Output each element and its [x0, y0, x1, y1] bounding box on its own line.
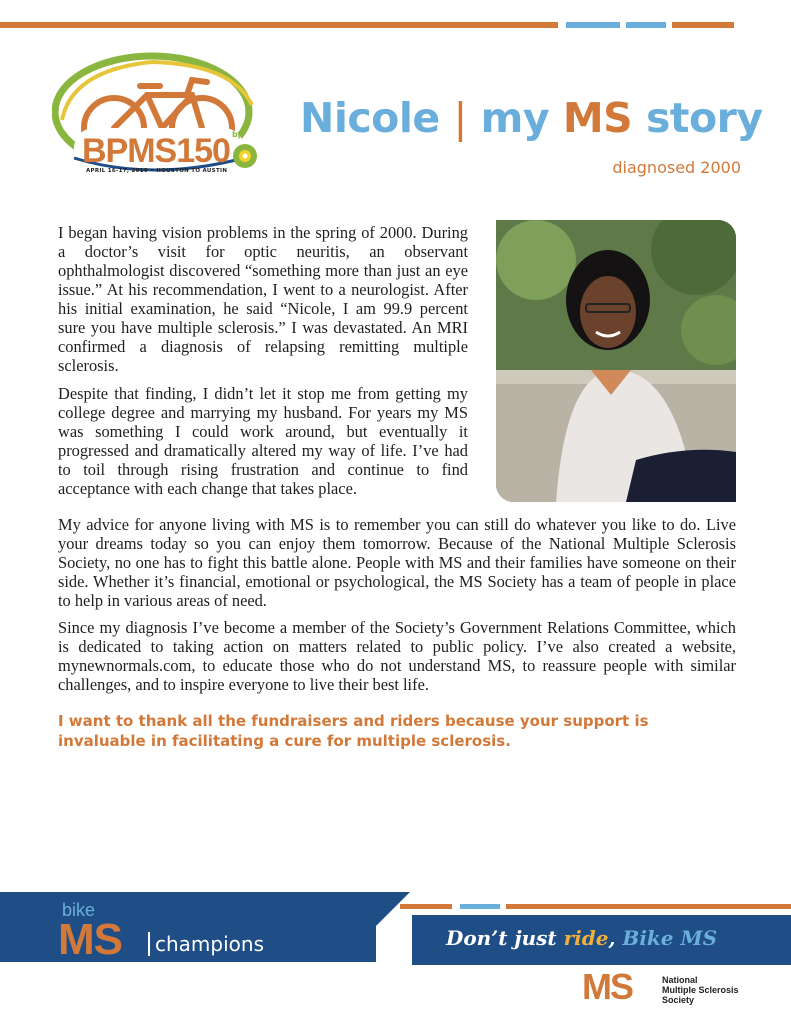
title-my: my: [480, 94, 550, 142]
bike-word: bike: [62, 900, 96, 920]
tagline: Don’t just ride, Bike MS: [446, 926, 718, 950]
page-title: [300, 94, 763, 142]
story-paragraph-3: My advice for anyone living with MS is to remember you can still do whatever you like to do. Live your dreams today so you can enjoy them tomorrow. Because of the National Multiple Sclerosis Society, no one has to fight this battle alone. People with MS and their families have someone on their side. Whether it’s financial, emotional or psychological, the MS Society has a team of people in place to help in various areas of need.: [58, 515, 736, 610]
footer-stripe-2: [460, 904, 500, 909]
title-ms: MS: [562, 94, 633, 142]
story-paragraph-4: Since my diagnosis I’ve become a member of the Society’s Government Relations Committee, which is dedicated to taking action on matters related to public policy. I’ve also created a website, mynewnormals.com, to educate those who do not understand MS, to reassure people with similar challenges, and to inspire everyone to live their best life.: [58, 618, 736, 694]
top-stripe-blue-1: [566, 22, 620, 28]
portrait-photo: [496, 220, 736, 502]
logo-title: BPMS150: [82, 132, 230, 170]
top-stripe-orange-2: [672, 22, 734, 28]
bp-helios-icon: [233, 144, 257, 168]
nmss-name: National Multiple Sclerosis Society: [662, 975, 739, 1005]
bike-ms-logo: MS: [58, 915, 122, 964]
title-name: Nicole: [300, 94, 440, 142]
champions-label: champions: [148, 932, 264, 956]
nmss-logo: MS: [582, 966, 632, 1007]
closing-statement: I want to thank all the fundraisers and riders because your support is invaluable in facilitating a cure for multiple sclerosis.: [58, 712, 649, 750]
bpms150-logo: [52, 50, 272, 185]
footer-band-diagonal: [340, 892, 410, 962]
footer-stripe-1: [400, 904, 452, 909]
diagnosed-year: diagnosed 2000: [612, 158, 741, 177]
title-separator: |: [453, 94, 467, 142]
story-paragraph-1: I began having vision problems in the spring of 2000. During a doctor’s visit for optic neuritis, an observant ophthalmologist discovered “something more than just an eye issue.” At his recommendation, I went to a neurologist. After his initial examination, he said “Nicole, I am 99.9 percent sure you have multiple sclerosis.” I was devastated. An MRI confirmed a diagnosis of relapsing remitting multiple sclerosis.: [58, 223, 468, 375]
top-stripe-blue-2: [626, 22, 666, 28]
title-story: story: [645, 94, 763, 142]
footer-stripe-3: [506, 904, 791, 909]
story-paragraph-2: Despite that finding, I didn’t let it stop me from getting my college degree and marrying my husband. For years my MS was something I could work around, but eventually it progressed and dramatically altered my way of life. I’ve had to toil through rising frustration and continue to find acceptance with each change that takes place.: [58, 384, 468, 498]
logo-subtitle: APRIL 16-17, 2010 • HOUSTON TO AUSTIN: [86, 168, 228, 174]
top-stripe-orange: [0, 22, 558, 28]
logo-sponsor: bp: [232, 130, 244, 139]
